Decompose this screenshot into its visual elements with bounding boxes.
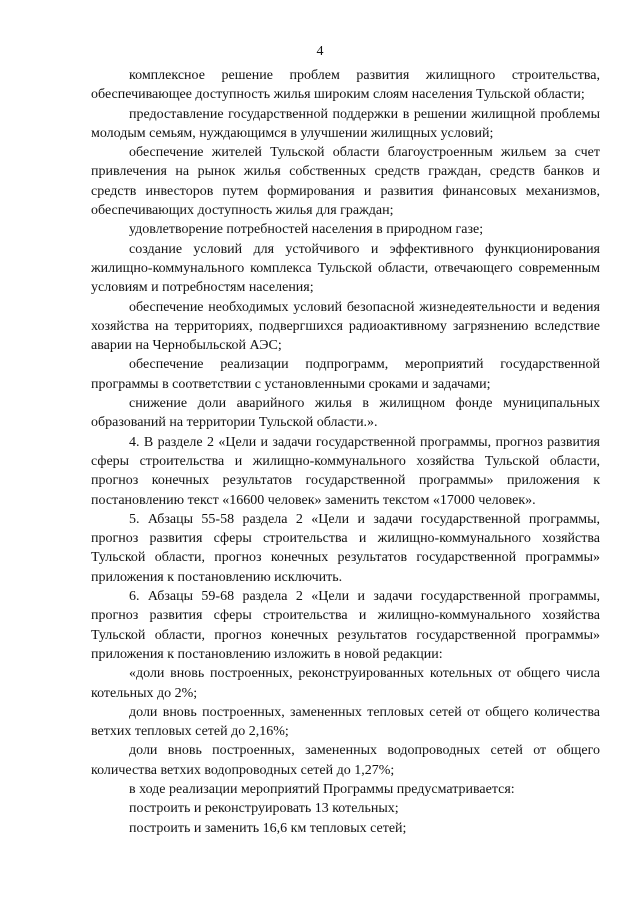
paragraph: доли вновь построенных, замененных водопроводных сетей от общего количества ветхих водопроводных сетей до 1,27%; [91,743,600,778]
page-number: 4 [316,44,324,59]
paragraph: предоставление государственной поддержки в решении жилищной проблемы молодым семьям, нуждающимся в улучшении жилищных условий; [91,106,600,141]
paragraph: снижение доли аварийного жилья в жилищном фонде муниципальных образований на территории Тульской области.». [91,396,600,431]
paragraph: создание условий для устойчивого и эффективного функционирования жилищно-коммунального комплекса Тульской области, отвечающего современным условиям и потребностям населения; [91,241,600,296]
paragraph-item-6: 6. Абзацы 59-68 раздела 2 «Цели и задачи государственной программы, прогноз развития сферы строительства и жилищно-коммунального хозяйства Тульской области, прогноз конечных результатов государственной программы» приложения к постановлению изложить в новой редакции: [91,589,600,662]
paragraph: построить и заменить 16,6 км тепловых сетей; [129,820,407,836]
paragraph: обеспечение жителей Тульской области благоустроенным жильем за счет привлечения на рынок жилья собственных средств граждан, средств банков и средств инвесторов путем формирования и развития финансовых механизмов, обеспечивающих доступность жилья для граждан; [91,145,600,219]
paragraph: «доли вновь построенных, реконструированных котельных от общего числа котельных до 2%; [91,666,600,701]
paragraph: доли вновь построенных, замененных тепловых сетей от общего количества ветхих тепловых сетей до 2,16%; [91,704,600,740]
paragraph: построить и реконструировать 13 котельных; [129,801,399,817]
paragraph: комплексное решение проблем развития жилищного строительства, обеспечивающее доступность жилья широким слоям населения Тульской области; [91,68,600,103]
paragraph: в ходе реализации мероприятий Программы предусматривается: [129,781,515,797]
paragraph: обеспечение необходимых условий безопасной жизнедеятельности и ведения хозяйства на территориях, подвергшихся радиоактивному загрязнению вследствие аварии на Чернобыльской АЭС; [91,299,600,354]
document-body [91,66,600,838]
paragraph: удовлетворение потребностей населения в природном газе; [129,222,484,238]
paragraph-item-5: 5. Абзацы 55-58 раздела 2 «Цели и задачи государственной программы, прогноз развития сферы строительства и жилищно-коммунального хозяйства Тульской области, прогноз конечных результатов государственной программы» приложения к постановлению исключить. [91,511,600,585]
paragraph-item-4: 4. В разделе 2 «Цели и задачи государственной программы, прогноз развития сферы строительства и жилищно-коммунального хозяйства Тульской области, прогноз конечных результатов государственной программы» приложения к постановлению текст «16600 человек» заменить текстом «17000 человек». [91,434,600,508]
paragraph: обеспечение реализации подпрограмм, мероприятий государственной программы в соответствии с установленными сроками и задачами; [91,357,600,392]
